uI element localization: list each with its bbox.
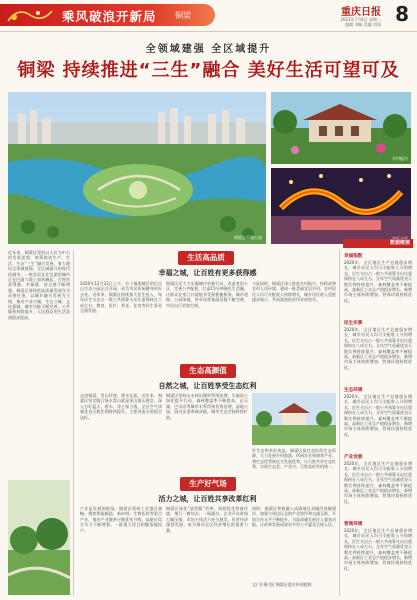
byline: 文/ 刘 静 图/ 铜梁区委宣传部提供 — [252, 582, 312, 587]
sidebar-text-5: 2020年，全区地区生产总值稳步增长，城乡居民人均可支配收入分别增长，民生支出占一般公共预算支出比重保持在八成左右。全年空气质量优良天数比例持续提升，森林覆盖率不断提高。高新区工业总产值稳步增长，新增市场主体持续增加，营商环境持续优化。 — [344, 528, 412, 571]
section-2-col-b: 铜梁区坚持山水林田湖草系统治理，实施国土绿化提升行动，森林覆盖率不断提高。玄天湖、巴川河等城市水系得到有效治理，湿地公园、滨河步道串珠成链，城市生态空间持续扩展。 — [166, 393, 248, 420]
section-3-title: 活力之城，让百姓共享改革红利 — [158, 495, 257, 503]
sidebar-text-4: 2020年，全区地区生产总值稳步增长，城乡居民人均可支配收入分别增长，民生支出占一般公共预算支出比重保持在八成左右。全年空气质量优良天数比例持续提升，森林覆盖率不断提高。高新区工业总产值稳步增长，新增市场主体持续增加，营商环境持续优化。 — [344, 461, 412, 504]
banner-subtitle: 铜梁 — [175, 11, 191, 20]
section-2-photo — [252, 393, 336, 445]
section-2-title: 自然之城，让百姓享受生态红利 — [158, 382, 257, 390]
sidebar-item-title: 生态环境 — [344, 388, 363, 393]
main-photo — [8, 92, 266, 244]
section-2-badge: 生态高颜值 — [180, 364, 236, 378]
sidebar-item-title: 民生实事 — [344, 321, 363, 326]
banner-title: 乘风破浪开新局 — [62, 9, 157, 24]
header-divider — [0, 31, 417, 32]
section-2-col-c: 好生态带来好效益。铜梁区依托良好的生态资源，大力发展乡村旅游、休闲农业和康养产业，将生态优势转化为发展优势，让百姓共享生态红利，实现生态美、产业兴、百姓富的有机统一。 — [252, 448, 336, 470]
paper-logo: 重庆日报 — [341, 7, 381, 18]
main-photo-caption: 铜梁玄天湖公园 — [234, 235, 262, 240]
column-divider-1 — [73, 250, 74, 596]
right-top-photo — [271, 92, 411, 164]
sidebar-item-title: 营商环境 — [344, 522, 363, 527]
sidebar-header: 数据链接 — [343, 239, 413, 248]
section-1-badge: 生活高品质 — [178, 251, 234, 265]
section-3-col-b: 铜梁区深化“放管服”改革，持续优化营商环境，推行一窗综办、一网通办，企业开办时间大幅压缩，市场主体活力充分激发。民营经济蓬勃发展，成为推动全区经济增长的重要力量。 — [166, 506, 248, 533]
right-top-caption: 乡村振兴 — [392, 156, 408, 161]
date-line: 2021年7月6日 星期二 — [340, 17, 381, 22]
sidebar-text-3: 2020年，全区地区生产总值稳步增长，城乡居民人均可支配收入分别增长，民生支出占一般公共预算支出比重保持在八成左右。全年空气质量优良天数比例持续提升，森林覆盖率不断提高。高新区工业总产值稳步增长，新增市场主体持续增加，营商环境持续优化。 — [344, 394, 412, 437]
editor-line: 编辑 刘畅 美编 刘翔 — [345, 22, 381, 27]
section-2-col-a: 走进铜梁，青山环绕，碧水长流。近年来，铜梁区坚定践行绿水青山就是金山银山理念，深入打好蓝天、碧水、净土保卫战，全区空气质量优良天数比例持续提升，主要河流水质稳定达标。 — [80, 393, 162, 420]
lead-column: 近年来，铜梁区坚持以人民为中心的发展思想，统筹推进生产、生活、生态“三生”融合发展，着力建设全领域建强、全区域提升的现代化城市。一座宜居宜业宜游的城市正在巴渝大地上加快崛起，百姓的获得感、幸福感、安全感不断增强。铜梁区坚持把高质量发展作为首要任务，以城乡融合发展为主线，推动产业兴城、生态立城、文化强城。城市功能不断完善，公共服务持续提升，人民群众的生活品质稳步提高。 — [8, 250, 70, 320]
sidebar-text-2: 2020年，全区地区生产总值稳步增长，城乡居民人均可支配收入分别增长，民生支出占一般公共预算支出比重保持在八成左右。全年空气质量优良天数比例持续提升，森林覆盖率不断提高。高新区工业总产值稳步增长，新增市场主体持续增加，营商环境持续优化。 — [344, 327, 412, 370]
section-1-col-a: 2020年12月22日上午，位于铜梁城区的巴岳山生态公园正式开园，成为市民休闲健身的好去处。近年来，铜梁区持续加大民生投入，每年民生支出占一般公共预算支出比重保持在八成左右，教育、医疗、养老、住房等民生事业全面发展。 — [80, 281, 162, 314]
column-divider-2 — [339, 250, 340, 596]
section-1-col-c: 与此同时，铜梁区深入推进乡村振兴，持续改善农村人居环境，建成一批美丽宜居乡村，农村居民人均可支配收入持续增长，城乡居民收入差距逐步缩小，共同富裕的步伐更加坚实。 — [252, 281, 336, 303]
kicker: 全领域建强 全区域提升 — [145, 44, 272, 55]
village-illustration — [271, 92, 411, 164]
pavilion-illustration — [252, 393, 336, 445]
right-bottom-photo — [271, 168, 411, 244]
section-1-col-b: 铜梁区还大力实施城市更新行动，改造老旧小区，完善公共配套，打造15分钟便民生活圈，让群众在家门口就能享受到便捷服务。城市道路、公园绿地、停车场等基础设施不断完善，市民出行更加方便。 — [166, 281, 248, 308]
left-bottom-photo — [8, 480, 70, 595]
garden-illustration — [8, 480, 70, 595]
sidebar-item-title: 幸福指数 — [344, 254, 363, 259]
section-banner — [0, 4, 215, 26]
city-park-illustration — [8, 92, 266, 244]
banner-ornament-icon — [4, 5, 56, 25]
sidebar-text-1: 2020年，全区地区生产总值稳步增长，城乡居民人均可支配收入分别增长，民生支出占一般公共预算支出比重保持在八成左右。全年空气质量优良天数比例持续提升，森林覆盖率不断提高。高新区工业总产值稳步增长，新增市场主体持续增加，营商环境持续优化。 — [344, 260, 412, 303]
masthead — [289, 2, 409, 30]
dragon-lantern-illustration — [271, 168, 411, 244]
header-meta — [291, 17, 381, 27]
section-3-badge: 生产好气场 — [180, 477, 236, 491]
section-3-col-a: 产业是发展的根基。铜梁区坚持工业强区战略，聚焦智能制造、新材料、生物医药等重点产业，推动产业链供应链优化升级，高新区综合实力不断增强，一批重大项目相继落地投产。 — [80, 506, 162, 533]
section-3-col-c: 同时，铜梁区积极融入成渝地区双城经济圈建设，加强与周边区县的产业协作和交通互联，开放合作水平不断提升，为高质量发展注入强劲动能，让改革发展成果更多更公平惠及全体人民。 — [252, 506, 336, 528]
headline: 铜梁 持续推进“三生”融合 美好生活可望可及 — [17, 60, 400, 81]
page-number: 8 — [395, 2, 409, 26]
sidebar-item-title: 产业发展 — [344, 455, 363, 460]
page-header — [0, 0, 417, 30]
section-1-title: 幸福之城，让百姓有更多获得感 — [158, 269, 257, 277]
